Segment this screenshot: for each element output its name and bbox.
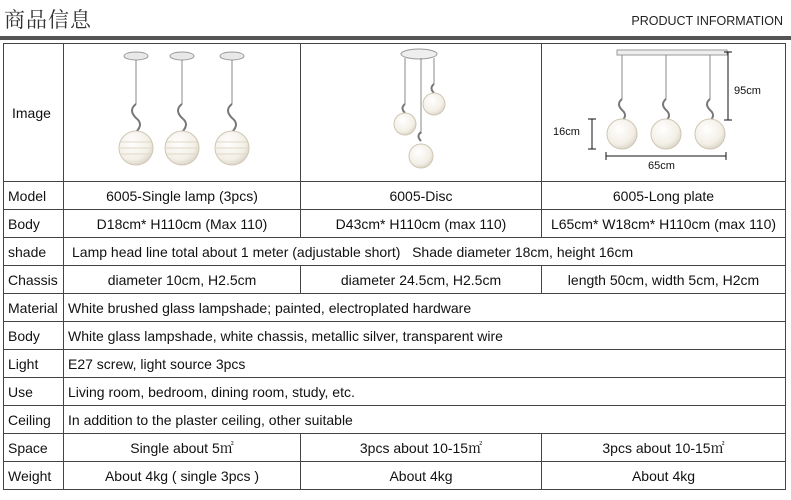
weight-row — [4, 462, 786, 490]
shade-dimension-label: 16cm — [553, 126, 580, 138]
space-disc: 3pcs about 10-15㎡ — [301, 434, 542, 462]
material-label: Material — [4, 294, 64, 322]
use-row — [4, 378, 786, 406]
body-color-label: Body — [4, 322, 64, 350]
body-color-row — [4, 322, 786, 350]
weight-single: About 4kg ( single 3pcs ) — [64, 462, 301, 490]
height-dimension-label: 95cm — [734, 85, 761, 97]
spec-table — [3, 43, 786, 490]
body-size-row — [4, 210, 786, 238]
long-plate-illustration — [542, 44, 786, 181]
light-label: Light — [4, 350, 64, 378]
width-dimension-label: 65cm — [648, 160, 675, 172]
lamp-3 — [215, 52, 249, 165]
use-value: Living room, bedroom, dining room, study, etc. — [64, 378, 786, 406]
ceiling-row — [4, 406, 786, 434]
disc-lamp-illustration — [301, 44, 542, 181]
image-single-lamp — [64, 44, 301, 182]
body-size-disc: D43cm* H110cm (max 110) — [301, 210, 542, 238]
header-divider — [0, 36, 791, 40]
chassis-row — [4, 266, 786, 294]
image-label: Image — [4, 44, 64, 182]
space-row — [4, 434, 786, 462]
model-long-plate: 6005-Long plate — [542, 182, 786, 210]
body-size-label: Body — [4, 210, 64, 238]
space-single: Single about 5㎡ — [64, 434, 301, 462]
model-disc: 6005-Disc — [301, 182, 542, 210]
lamp-2 — [165, 52, 199, 165]
chassis-single: diameter 10cm, H2.5cm — [64, 266, 301, 294]
image-disc — [301, 44, 542, 182]
page-header — [0, 0, 791, 40]
shade-value: Lamp head line total about 1 meter (adjustable short) Shade diameter 18cm, height 16cm — [64, 238, 786, 266]
chassis-long-plate: length 50cm, width 5cm, H2cm — [542, 266, 786, 294]
shade-label: shade — [4, 238, 64, 266]
material-value: White brushed glass lampshade; painted, electroplated hardware — [64, 294, 786, 322]
light-value: E27 screw, light source 3pcs — [64, 350, 786, 378]
image-long-plate — [542, 44, 786, 182]
material-row — [4, 294, 786, 322]
body-size-single: D18cm* H110cm (Max 110) — [64, 210, 301, 238]
model-label: Model — [4, 182, 64, 210]
ceiling-value: In addition to the plaster ceiling, other suitable — [64, 406, 786, 434]
weight-label: Weight — [4, 462, 64, 490]
shade-row — [4, 238, 786, 266]
use-label: Use — [4, 378, 64, 406]
chassis-label: Chassis — [4, 266, 64, 294]
ceiling-label: Ceiling — [4, 406, 64, 434]
lamp-1 — [119, 52, 153, 165]
space-long-plate: 3pcs about 10-15㎡ — [542, 434, 786, 462]
weight-long-plate: About 4kg — [542, 462, 786, 490]
model-single: 6005-Single lamp (3pcs) — [64, 182, 301, 210]
chassis-disc: diameter 24.5cm, H2.5cm — [301, 266, 542, 294]
page-subtitle: PRODUCT INFORMATION — [631, 14, 783, 28]
body-color-value: White glass lampshade, white chassis, metallic silver, transparent wire — [64, 322, 786, 350]
single-lamp-illustration — [64, 44, 301, 181]
model-row — [4, 182, 786, 210]
weight-disc: About 4kg — [301, 462, 542, 490]
image-row — [4, 44, 786, 182]
body-size-long-plate: L65cm* W18cm* H110cm (max 110) — [542, 210, 786, 238]
space-label: Space — [4, 434, 64, 462]
page-title: 商品信息 — [4, 9, 92, 32]
light-row — [4, 350, 786, 378]
